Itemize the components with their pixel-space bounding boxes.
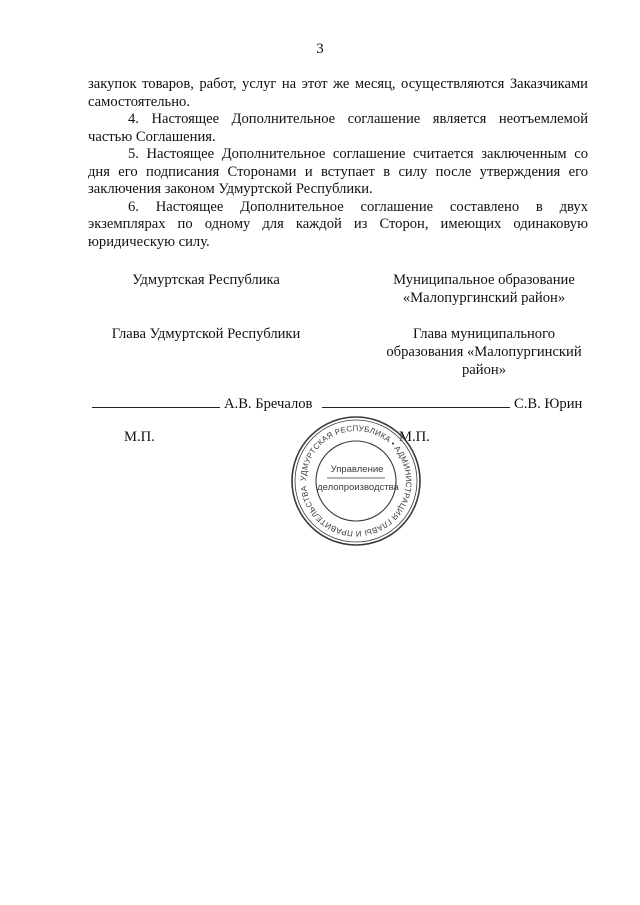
stamp-seal-graphic: [289, 414, 423, 548]
document-body: [88, 76, 588, 251]
right-party-name: [374, 271, 594, 307]
left-seal-mark: М.П.: [124, 429, 155, 445]
right-party-position: [374, 325, 594, 379]
right-signature-blank: [322, 394, 510, 408]
right-party-name-line2: «Малопургинский район»: [402, 290, 566, 306]
right-signatory-name: С.В. Юрин: [514, 396, 583, 412]
left-signatory-name: А.В. Бречалов: [224, 396, 313, 412]
stamp-center-line2: делопроизводства: [317, 482, 399, 493]
official-stamp: [289, 414, 423, 548]
page-number: 3: [316, 41, 324, 57]
stamp-ring-text: УДМУРТСКАЯ РЕСПУБЛИКА • АДМИНИСТРАЦИЯ ГЛАВЫ И ПРАВИТЕЛЬСТВА: [298, 423, 414, 539]
right-party-name-line1: Муниципальное образование: [393, 272, 575, 288]
paragraph-continuation: закупок товаров, работ, услуг на этот же месяц, осуществляются Заказчиками самостоятельно.: [88, 76, 588, 110]
right-seal-mark: М.П.: [399, 429, 430, 445]
right-party-position-line2: образования «Малопургинский: [386, 344, 582, 360]
left-party-name: Удмуртская Республика: [132, 272, 280, 288]
left-signature-line: [92, 394, 312, 413]
right-party-position-line3: район»: [462, 362, 506, 378]
right-signature-line: [322, 394, 582, 413]
left-signature-blank: [92, 394, 220, 408]
right-party-position-line1: Глава муниципального: [412, 326, 556, 342]
paragraph-5: 5. Настоящее Дополнительное соглашение считается заключенным со дня его подписания Сторонами и вступает в силу после утверждения его заключения законом Удмуртской Республики.: [88, 146, 588, 197]
paragraph-6: 6. Настоящее Дополнительное соглашение составлено в двух экземплярах по одному для каждой из Сторон, имеющих одинаковую юридическую силу.: [88, 198, 588, 250]
stamp-center-line1: Управление: [330, 464, 384, 475]
left-party-position: Глава Удмуртской Республики: [111, 326, 301, 342]
paragraph-4: 4. Настоящее Дополнительное соглашение является неотъемлемой частью Соглашения.: [88, 111, 588, 145]
